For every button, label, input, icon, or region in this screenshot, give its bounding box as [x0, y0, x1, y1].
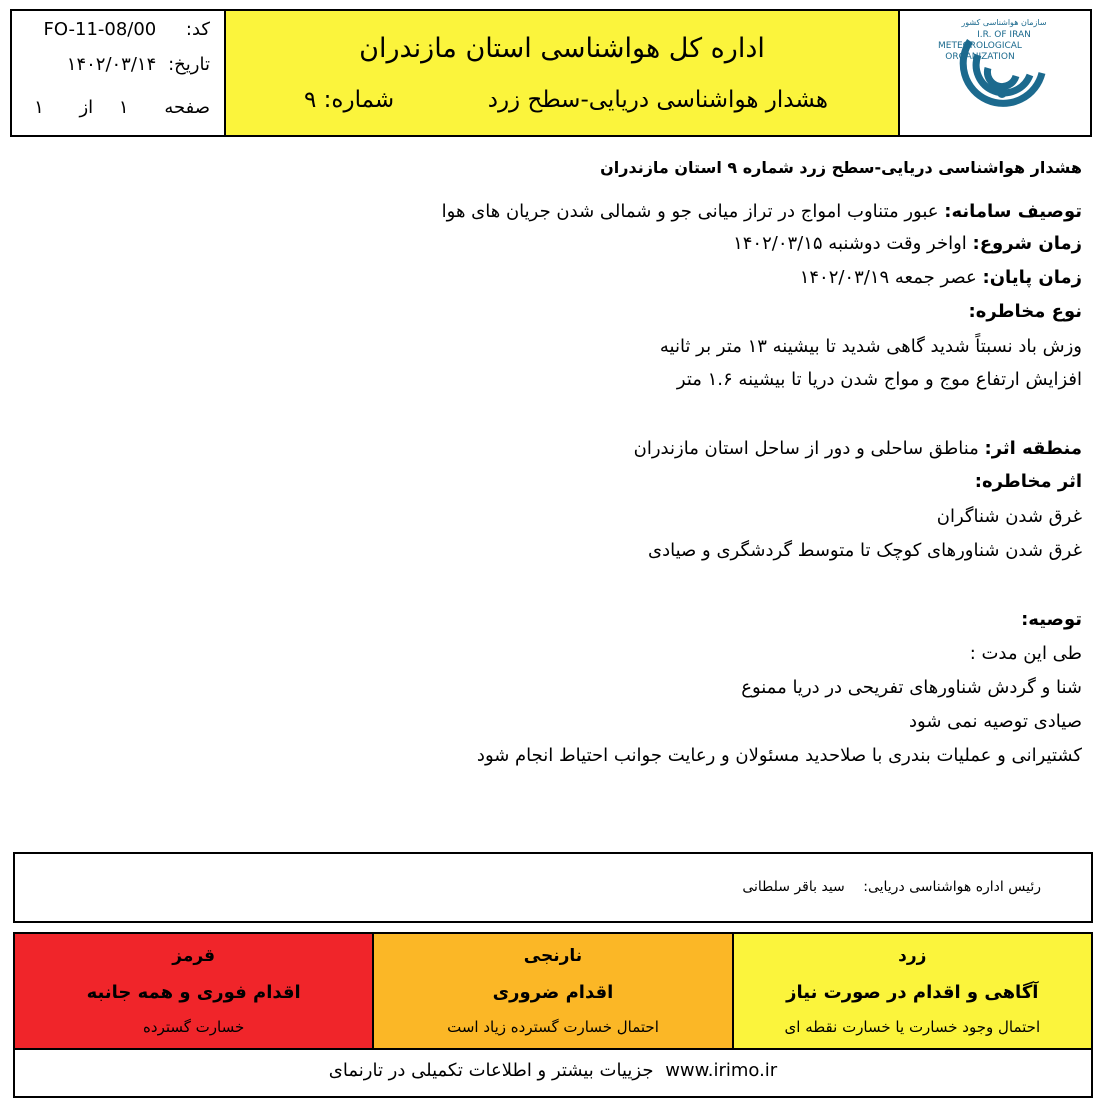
- org-title: اداره کل هواشناسی استان مازندران: [359, 33, 765, 64]
- footer: [13, 1048, 1093, 1098]
- logo-text-1: I.R. OF IRAN: [977, 30, 1031, 40]
- page-of: از: [79, 97, 94, 118]
- page-row: [24, 97, 210, 118]
- area-value: مناطق ساحلی و دور از ساحل استان مازندران: [633, 438, 979, 459]
- document-meta: [12, 11, 226, 135]
- date-label: تاریخ:: [168, 54, 210, 75]
- system-label: توصیف سامانه:: [944, 201, 1082, 222]
- code-row: [43, 19, 210, 40]
- advice-item-4: کشتیرانی و عملیات بندری با صلاحدید مسئولان و رعایت جوانب احتیاط انجام شود: [476, 745, 1082, 766]
- impact-item-1: غرق شدن شناگران: [936, 506, 1082, 527]
- hazard-item-2: افزایش ارتفاع موج و مواج شدن دریا تا بیشینه ۱.۶ متر: [676, 369, 1082, 390]
- date-value: ۱۴۰۲/۰۳/۱۴: [66, 54, 157, 75]
- impact-label: اثر مخاطره:: [974, 471, 1082, 492]
- irimo-logo-icon: [900, 11, 1088, 135]
- warning-type: هشدار هواشناسی دریایی-سطح زرد: [487, 87, 828, 113]
- hazard-item-1: وزش باد نسبتاً شدید گاهی شدید تا بیشینه ۱۳ متر بر ثانیه: [659, 336, 1082, 357]
- end-label: زمان پایان:: [982, 267, 1082, 288]
- system-row: [442, 201, 1082, 222]
- footer-text: جزییات بیشتر و اطلاعات تکمیلی در تارنمای: [328, 1060, 654, 1081]
- level-yellow-action: آگاهی و اقدام در صورت نیاز: [786, 982, 1039, 1003]
- page-current: ۱: [118, 97, 129, 118]
- level-red-name: قرمز: [172, 946, 216, 966]
- date-row: [67, 54, 210, 75]
- advice-item-2: شنا و گردش شناورهای تفریحی در دریا ممنوع: [741, 677, 1082, 698]
- level-yellow: [732, 934, 1091, 1048]
- code-value: FO-11-08/00: [43, 19, 157, 40]
- document-header: [10, 9, 1092, 137]
- advice-item-3: صیادی توصیه نمی شود: [909, 711, 1082, 732]
- level-orange-name: نارنجی: [523, 946, 583, 966]
- header-title-block: [226, 11, 900, 135]
- level-red-desc: خسارت گسترده: [143, 1018, 245, 1036]
- level-red: [15, 934, 372, 1048]
- start-value: اواخر وقت دوشنبه ۱۴۰۲/۰۳/۱۵: [733, 233, 967, 254]
- level-yellow-name: زرد: [898, 946, 927, 966]
- level-yellow-desc: احتمال وجود خسارت یا خسارت نقطه ای: [784, 1018, 1041, 1036]
- page-label: صفحه: [164, 97, 210, 118]
- system-value: عبور متناوب امواج در تراز میانی جو و شمالی شدن جریان های هوا: [441, 201, 939, 222]
- logo-text-2: METEOROLOGICAL: [938, 41, 1022, 51]
- impact-item-2: غرق شدن شناورهای کوچک تا متوسط گردشگری و صیادی: [648, 540, 1082, 561]
- level-orange-action: اقدام ضروری: [492, 982, 614, 1003]
- end-value: عصر جمعه ۱۴۰۲/۰۳/۱۹: [799, 267, 977, 288]
- area-row: [634, 438, 1082, 459]
- logo-text-3: ORGANIZATION: [945, 52, 1015, 62]
- page-total: ۱: [34, 97, 44, 118]
- warning-number: شماره: ۹: [304, 87, 395, 113]
- code-label: کد:: [185, 19, 210, 40]
- level-red-action: اقدام فوری و همه جانبه: [86, 982, 301, 1003]
- advice-item-1: طی این مدت :: [969, 643, 1082, 664]
- level-orange-desc: احتمال خسارت گسترده زیاد است: [447, 1018, 659, 1036]
- warning-levels-legend: [13, 932, 1093, 1050]
- organization-logo: [900, 11, 1090, 135]
- body-heading: هشدار هواشناسی دریایی-سطح زرد شماره ۹ استان مازندران: [600, 158, 1082, 177]
- advice-label: توصیه:: [1021, 609, 1082, 630]
- start-row: [733, 233, 1082, 254]
- signature-box: [13, 852, 1093, 923]
- level-orange: [372, 934, 731, 1048]
- end-row: [800, 267, 1082, 288]
- signature-line: [742, 879, 1041, 895]
- signature-role: رئیس اداره هواشناسی دریایی:: [863, 879, 1041, 895]
- signature-name: سید باقر سلطانی: [742, 879, 845, 895]
- start-label: زمان شروع:: [972, 233, 1082, 254]
- area-label: منطقه اثر:: [984, 438, 1082, 459]
- footer-link[interactable]: www.irimo.ir: [665, 1060, 778, 1081]
- hazard-label: نوع مخاطره:: [968, 301, 1082, 322]
- logo-text-fa: سازمان هواشناسی کشور: [961, 18, 1047, 27]
